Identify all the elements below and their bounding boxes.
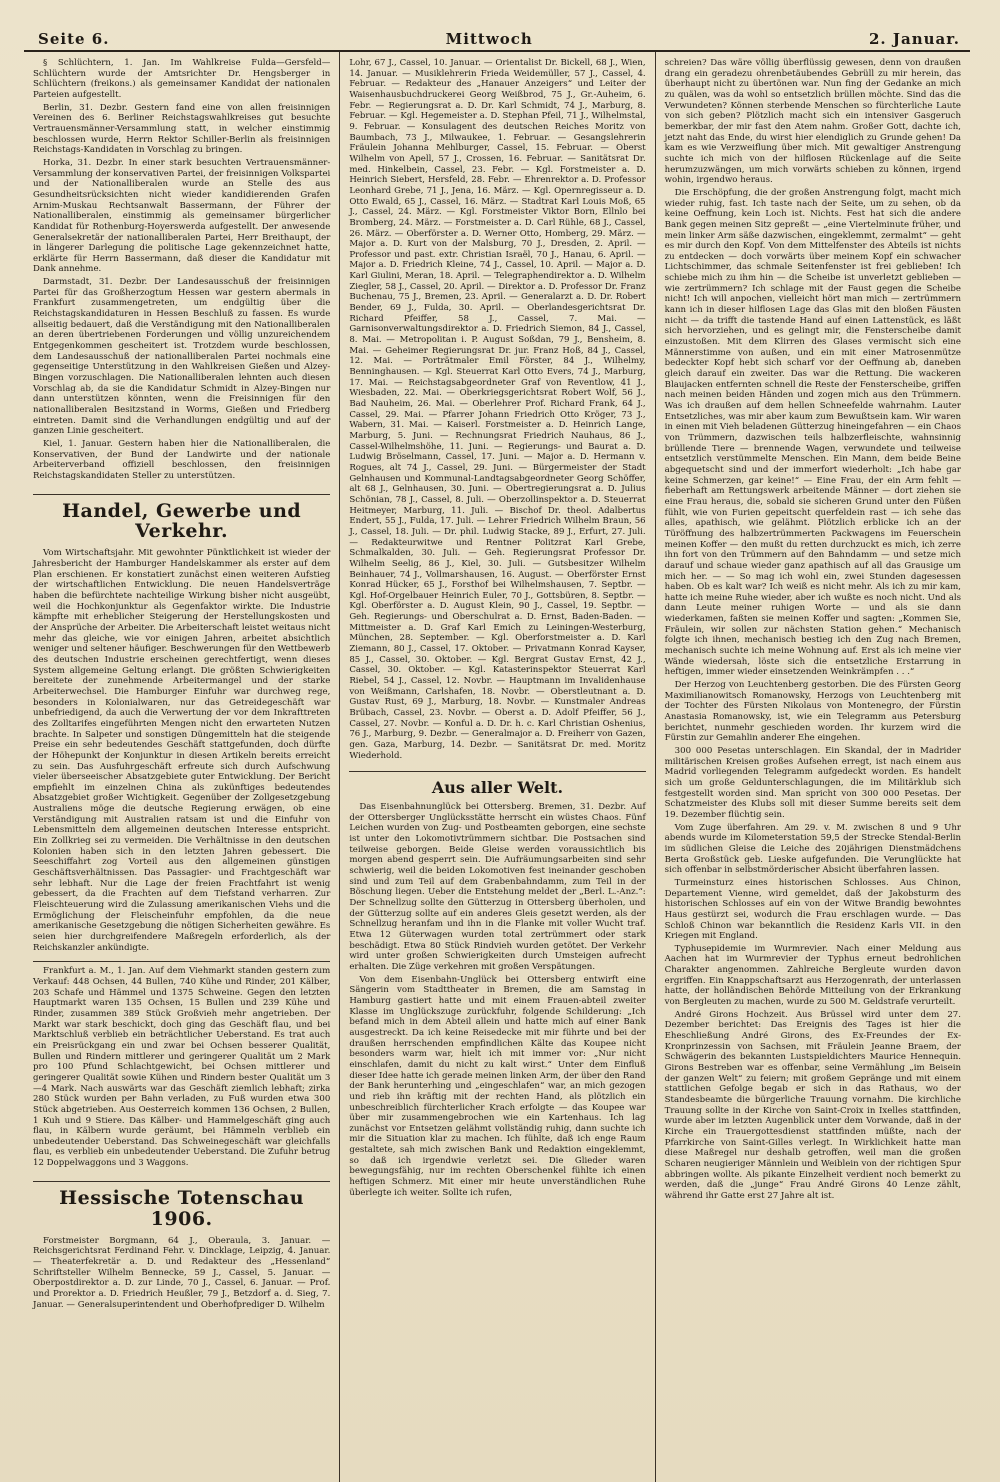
section-heading-aus-aller-welt: Aus aller Welt.	[349, 771, 645, 798]
article-typhus: Typhusepidemie im Wurmrevier. Nach einer Meldung aus Aachen hat im Wurmrevier der Typhus erneut bedrohlichen Charakter angenommen. Zahlreiche Bergleute wurden davon ergriffen. Ein Knappschaftsarzt aus Herzogenrath, der unterlassen hatte, der holländischen Behörde Mitteilung von der Erkrankung von Bergleuten zu machen, wurde zu 500 M. Geldstrafe verurteilt.	[664, 943, 961, 1008]
column-1	[24, 52, 339, 1482]
page-number: Seite 6.	[38, 30, 110, 48]
article-pesetas: 300 000 Pesetas unterschlagen. Ein Skandal, der in Madrider militärischen Kreisen großes Aufsehen erregt, ist nach einem aus Madrid vorliegenden Telegramm aufgedeckt worden. Es handelt sich um große Geldunterschlagungen, die im Militärklub sich festgestellt worden sind. Man spricht von 300 000 Pesetas. Der Schatzmeister des Klubs soll mit dieser Summe bereits seit dem 19. Dezember flüchtig sein.	[664, 746, 961, 820]
article-ottersberg-rescue: Die Erschöpfung, die der großen Anstrengung folgt, macht mich wieder ruhig, fast. Ich taste nach der Seite, um zu sehen, ob da keine Oeffnung, kein Loch ist. Nichts. Fest hat sich die andere Bank gegen meinen Sitz gepreßt — „eine Viertelminute früher, und mein linker Arm säße dazwischen, eingeklemmt, zermalmt“ — geht es mir durch den Kopf. Von dem Mittelfenster des Abteils ist nichts zu entdecken — doch vorwärts über meinem Kopf ein schwacher Lichtschimmer, das schmale Seitenfenster ist frei geblieben! Ich schiebe mich zu ihm hin — die Scheibe ist unverletzt geblieben — wie zertrümmern? Ich schlage mit der Faust gegen die Scheibe nicht! Ich will anpochen, vielleicht hört man mich — zertrümmern kann ich in dieser hilflosen Lage das Glas mit den bloßen Fäusten nicht — da trifft die tastende Hand auf einen Lattenstück, es läßt sich hervorziehen, und es gelingt mir, die Fensterscheibe damit einzustoßen. Mit dem Klirren des Glases vermischt sich eine Männerstimme von außen, und ein mit einer Matrosenmütze bedeckter Kopf hebt sich scharf vor der Oeffnung ab, daneben gleich darauf ein zweiter. Das war die Rettung. Die wackeren Blaujacken entfernten schnell die Reste der Fensterscheibe, griffen nach meinen beiden Händen und zogen mich aus den Trümmern. Was ich draußen auf dem hellen Schneefelde wahrnahm. Lauter Entsetzliches, was mir aber kaum zum Bewußtsein kam. Wir waren in einen mit Vieh beladenen Gütterzug hineingefahren — ein Chaos von Trümmern, dazwischen teils halbzerfleischte, wahnsinnig brüllende Tiere — brennende Wagen, verwundete und teilweise entsetzlich verstümmelte Menschen. Ein Mann, dem beide Beine abgequetscht sind und der immerfort wiederholt: „Ich habe gar keine Schmerzen, gar keine!“ — Eine Frau, der ein Arm fehlt — fieberhaft am Rettungswerk arbeitende Männer — dort ziehen sie eine Frau heraus, die, sobald sie sicheren Grund unter den Füßen fühlt, wie von Furien gepeitscht querfeldein rast — ich sehe das alles, apathisch, wie gelähmt. Plötzlich erblicke ich an der Türöffnung des halbzertrümmerten Packwagens im Feuerschein meinen Koffer — den mußt du retten durchzuckt es mich, ich zerre ihn fort von den Trümmern auf den Bahndamm — und setze mich darauf und schaue wieder ganz apathisch auf all das Grausige um mich her. — — So mag ich wohl ein, zwei Stunden dagesessen haben. Ob es kalt war? Ich weiß es nicht mehr. Als ich zu mir kam, hatte ich meine Ruhe wieder, aber ich wußte es noch nicht. Und als dann Leute meiner ruhigen Worte — und als sie dann wiederkamen, faßten sie meinen Koffer und sagten: „Kommen Sie, Fräulein, wir sollen zur nächsten Station gehen.“ Mechanisch folgte ich ihnen, mechanisch bestieg ich den Zug nach Bremen, mechanisch suchte ich meine Wohnung auf. Erst als ich meine vier Wände wiedersah, löste sich die entsetzliche Erstarrung in heftigen, immer wieder einsetzenden Weinkrämpfen . . .“	[664, 187, 961, 678]
column-3	[655, 52, 970, 1482]
article-kiel: Kiel, 1. Januar. Gestern haben hier die Nationalliberalen, die Konservativen, der Bund der Landwirte und der nationale Arbeiterverband offiziell beschlossen, den freisinnigen Reichstagskandidaten Steller zu unterstützen.	[33, 438, 331, 481]
columns	[24, 52, 970, 1482]
date: 2. Januar.	[869, 30, 960, 48]
article-frankfurt: Frankfurt a. M., 1. Jan. Auf dem Viehmarkt standen gestern zum Verkauf: 448 Ochsen, 44 Bullen, 740 Kühe und Rinder, 201 Kälber, 203 Schafe und Hämmel und 1375 Schweine. Gegen den letzten Hauptmarkt waren 135 Ochsen, 15 Bullen und 239 Kühe und Rinder, zusammen 389 Stück Großvieh mehr angetrieben. Der Markt war stark beschickt, doch ging das Geschäft flau, und bei Marktschluß verblieb ein beträchtlicher Ueberstand. Es trat auch ein Preisrückgang ein und zwar bei Ochsen besserer Qualität, Bullen und Rindern mittlerer und geringerer Qualität um 2 Mark pro 100 Pfund Schlachtgewicht, bei Ochsen mittlerer und geringerer Qualität sowie Kühen und Rindern bester Qualität um 3—4 Mark. Nach auswärts war das Geschäft ziemlich lebhaft; zirka 280 Stück wurden per Bahn verladen, zu Fuß wurden etwa 300 Stück abgetrieben. Aus Oesterreich kommen 136 Ochsen, 2 Bullen, 1 Kuh und 9 Stiere. Das Kälber- und Hammelgeschäft ging auch flau, in Kälbern wurde geräumt, bei Hämmeln verblieb ein unbedeutender Ueberstand. Das Schweinegeschäft war gleichfalls flau, es verblieb ein unbedeutender Ueberstand. Die Zufuhr betrug 12 Doppelwaggons und 3 Waggons.	[33, 966, 331, 1169]
article-ottersberg-report: Von dem Eisenbahn-Unglück bei Ottersberg entwirft eine Sängerin vom Stadttheater in Bremen, die am Samstag in Hamburg gastiert hatte und mit einem Frauen-abteil zweiter Klasse im Unglückszuge zurückfuhr, folgende Schilderung: „Ich befand mich in dem Abteil allein und hatte mich auf einer Bank ausgestreckt. Da ich keine Reisedecke mit mir führte und bei der draußen herrschenden empfindlichen Kälte das Koupee nicht besonders warm war, hielt ich mit immer vor: „Nur nicht einschlafen, damit du nicht zu kalt wirst.“ Unter dem Einfluß dieser Idee hatte ich gerade meinen linken Arm, der über den Rand der Bank herunterhing und „eingeschlafen“ war, an mich gezogen und rieb ihn kräftig mit der rechten Hand, als plötzlich ein unbeschreiblich fürchterlicher Krach erfolgte — das Koupee war über mir zusammengebrochen wie ein Kartenhaus. Ich lag zunächst vor Entsetzen gelähmt vollständig ruhig, dann suchte ich mir die Situation klar zu machen. Ich fühlte, daß ich enge Raum gestaltete, sah mich zwischen Bank und Redaktion eingeklemmt, so daß ich irgendwie verletzt sei. Die Glieder waren bewegungsfähig, nur im rechten Oberschenkel fühlte ich einen heftigen Schmerz. Mit einer mir heute unverständlichen Ruhe überlegte ich weiter. Sollte ich rufen,	[349, 974, 646, 1198]
section-heading-totenschau: Hessische Totenschau 1906.	[33, 1181, 330, 1230]
article-darmstadt: Darmstadt, 31. Dezbr. Der Landesausschuß der freisinnigen Partei für das Großherzogtum Hessen war gestern abermals in Frankfurt zusammengetreten, um endgültig über die Reichstagskandidaturen in Hessen Beschluß zu fassen. Es wurde allseitig bedauert, daß die Verständigung mit den Nationalliberalen an deren übertriebenen Forderungen und völlig unzureichendem Entgegenkommen gescheitert ist. Trotzdem wurde beschlossen, dem Landesausschuß der nationalliberalen Partei nochmals eine gegenseitige Unterstützung in den Wahlkreisen Gießen und Alzey-Bingen vorzuschlagen. Die Nationalliberalen lehnten auch diesen Vorschlag ab, da sie die Kandidatur Schmidt in Alzey-Bingen nur dann unterstützen könnten, wenn die Freisinnigen für den nationalliberalen Besitzstand in Worms, Gießen und Friedberg eintreten. Damit sind die Verhandlungen endgültig und auf der ganzen Linie gescheitert.	[33, 277, 331, 437]
section-heading-handel: Handel, Gewerbe und Verkehr.	[33, 494, 330, 543]
article-ottersberg-continued: schreien? Das wäre völlig überflüssig gewesen, denn von draußen drang ein geradezu ohrenbetäubendes Gebrüll zu mir herein, das überhaupt nicht zu übertönen war. Nun fing der Gedanke an mich zu quälen, was da wohl so entsetzlich brüllen möchte. Sind das die Verwundeten? Können sterbende Menschen so fürchterliche Laute von sich geben? Plötzlich macht sich ein intensiver Gasgeruch bemerkbar, der mir fast den Atem nahm. Großer Gott, dachte ich, jetzt naht das Ende, du wirst hier elendiglich zu Grunde gehen! Da kam es wie Verzweiflung über mich. Mit gewaltiger Anstrengung suchte ich mich von der hilflosen Rückenlage auf die Seite herumzuzwängen, um mich vorwärts schieben zu können, irgend wohin, irgendwo heraus.	[664, 58, 961, 186]
article-totenschau: Forstmeister Borgmann, 64 J., Oberaula, 3. Januar. — Reichsgerichtsrat Ferdinand Fehr. v. Dincklage, Leipzig, 4. Januar. — Theaterfekretär a. D. und Redakteur des „Hessenland“ Schriftsteller Wilhelm Bennecke, 59 J., Cassel, 5. Januar. — Oberpostdirektor a. D. zur Linde, 70 J., Cassel, 6. Januar. — Prof. und Prorektor a. D. Friedrich Heußler, 79 J., Betzdorf a. d. Sieg, 7. Januar. — Generalsuperintendent und Oberhofprediger D. Wilhelm	[33, 1235, 331, 1310]
article-schluechtern: § Schlüchtern, 1. Jan. Im Wahlkreise Fulda—Gersfeld—Schlüchtern wurde der Amtsrichter Dr. Hengsberger in Schlüchtern (freikons.) als gemeinsamer Kandidat der nationalen Parteien aufgestellt.	[33, 58, 331, 100]
weekday: Mittwoch	[445, 30, 533, 48]
article-totenschau-continued: Lohr, 67 J., Cassel, 10. Januar. — Orientalist Dr. Bickell, 68 J., Wien, 14. Januar. — Musiklehrerin Frieda Weidemüller, 57 J., Cassel, 4. Februar. — Redakteur des „Hanauer Anzeigers“ und Leiter der Waisenhausbuchdruckerei Georg Weißbrod, 75 J., Gr.-Auheim, 6. Febr. — Regierungsrat a. D. Dr. Karl Schmidt, 74 J., Marburg, 8. Februar. — Kgl. Hegemeister a. D. Stephan Pfeil, 71 J., Wilhelmstal, 9. Februar. — Konsulagent des deutschen Reiches Moritz von Baumbach, 73 J., Milwaukee, 1. Februar. — Gesangslehrerin Fräulein Johanna Mehlburger, Cassel, 15. Februar. — Oberst Wilhelm von Apell, 57 J., Crossen, 16. Februar. — Sanitätsrat Dr. med. Hinkelbein, Cassel, 23. Febr. — Kgl. Forstmeister a. D. Heinrich Siebert, Hersfeld, 28. Febr. — Ehrenrektor a. D. Professor Leonhard Grebe, 71 J., Jena, 16. März. — Kgl. Opernregisseur a. D. Otto Ewald, 65 J., Cassel, 16. März. — Stadtrat Karl Louis Moß, 65 J., Cassel, 24. März. — Kgl. Forstmeister Viktor Born, Ellnlo bei Bromberg, 24. März. — Forstmeister a. D. Carl Rühle, 68 J., Cassel, 26. März. — Oberförster a. D. Werner Otto, Homberg, 29. März. — Major a. D. Kurt von der Malsburg, 70 J., Dresden, 2. April. — Professor und past. extr. Christian Israël, 70 J., Hanau, 6. April. — Major a. D. Friedrich Kleine, 74 J., Cassel, 10. April. — Major a. D. Karl Giulini, Meran, 18. April. — Telegraphendirektor a. D. Wilhelm Ziegler, 58 J., Cassel, 20. April. — Direktor a. D. Professor Dr. Franz Buchenau, 75 J., Bremen, 23. April. — Generalarzt a. D. Dr. Robert Bender, 69 J., Fulda, 30. April. — Oberlandesgerichtsrat Dr. Richard Pfeiffer, 58 J., Cassel, 7. Mai. — Garnisonverwaltungsdirektor a. D. Friedrich Siemon, 84 J., Cassel, 8. Mai. — Metropolitan i. P. August Soßdan, 79 J., Bensheim, 8. Mai. — Geheimer Regierungsrat Dr. jur. Franz Hoß, 84 J., Cassel, 12. Mai. — Porträtmaler Emil Förster, 84 J., Wilhelmy, Benninghausen. — Kgl. Steuerrat Karl Otto Evers, 74 J., Marburg, 17. Mai. — Reichstagsabgeordneter Graf von Reventlow, 41 J., Wiesbaden, 22. Mai. — Oberkriegsgerichtsrat Robert Wolf, 56 J., Bad Nauheim, 26. Mai. — Oberlehrer Prof. Richard Frank, 64 J., Cassel, 29. Mai. — Pfarrer Johann Friedrich Otto Kröger, 73 J., Wabern, 31. Mai. — Kaiserl. Forstmeister a. D. Heinrich Lange, Marburg, 5. Juni. — Rechnungsrat Friedrich Nauhaus, 86 J., Cassel-Wilhelmshöhe, 11. Juni. — Regierungs- und Baurat a. D. Ludwig Bröselmann, Cassel, 17. Juni. — Major a. D. Hermann v. Rogues, alt 74 J., Cassel, 29. Juni. — Bürgermeister der Stadt Gelnhausen und Kommunal-Landtagsabgeordneter Georg Schöffer, alt 68 J., Gelnhausen, 30. Juni. — Obertregierungsrat a. D. Julius Schönian, 78 J., Cassel, 8. Juli. — Oberzollinspektor a. D. Steuerrat Heitmeyer, Marburg, 11. Juli. — Bischof Dr. theol. Adalbertus Endert, 55 J., Fulda, 17. Juli. — Lehrer Friedrich Wilhelm Braun, 56 J., Cassel, 18. Juli. — Dr. phil. Ludwig Stacke, 89 J., Erfurt, 27. Juli. — Redakteurwitwe und Rentner Politzrat Karl Grebe, Schmalkalden, 30. Juli. — Geh. Regierungsrat Professor Dr. Wilhelm Seelig, 86 J., Kiel, 30. Juli. — Gutsbesitzer Wilhelm Beinhauer, 74 J., Vollmarshausen, 16. August. — Oberförster Ernst Konrad Hücker, 65 J., Forsthof bei Wilhelmshausen, 7. Septbr. — Kgl. Hof-Orgelbauer Heinrich Euler, 70 J., Gottsbüren, 8. Septbr. — Kgl. Oberförster a. D. August Klein, 90 J., Cassel, 19. Septbr. — Geh. Regierungs- und Oberschulrat a. D. Ernst, Baden-Baden. — Mittmeister a. D. Graf Karl Emich zu Leiningen-Westerburg, München, 28. September. — Kgl. Oberforstmeister a. D. Karl Ziemann, 80 J., Cassel, 17. Oktober. — Privatmann Konrad Kayser, 85 J., Cassel, 30. Oktober. — Kgl. Bergrat Gustav Ernst, 42 J., Cassel, 30. Oktober. — Kgl. Katasterinspektor Steuerrat Karl Riebel, 54 J., Cassel, 12. Novbr. — Hauptmann im Invalidenhause von Weißmann, Carlshafen, 18. Novbr. — Oberstleutnant a. D. Gustav Rust, 69 J., Marburg, 18. Novbr. — Kunstmaler Andreas Brübach, Cassel, 23. Novbr. — Oberst a. D. Adolf Pfeiffer, 56 J., Cassel, 27. Novbr. — Konful a. D. Dr. h. c. Karl Christian Oshenius, 76 J., Marburg, 9. Dezbr. — Generalmajor a. D. Freiherr von Gazen, gen. Gaza, Marburg, 14. Dezbr. — Sanitätsrat Dr. med. Moritz Wiederhold.	[349, 58, 646, 761]
divider	[33, 961, 330, 962]
article-ottersberg: Das Eisenbahnunglück bei Ottersberg. Bremen, 31. Dezbr. Auf der Ottersberger Unglücksstätte herrscht ein wüstes Chaos. Fünf Leichen wurden von Zug- und Postbeamten geborgen, eine sechste ist unter den Lokomotivtrümmern sichtbar. Die Postsachen sind teilweise geborgen. Beide Gleise werden voraussichtlich bis morgen abend gesperrt sein. Die Aufräumungsarbeiten sind sehr schwierig, weil die beiden Lokomotiven fest ineinander geschoben sind und zum Teil auf dem Grabenbahndamm, zum Teil in der Böschung liegen. Ueber die Entstehung meldet der „Berl. L.-Anz.“: Der Schnellzug sollte den Gütterzug in Ottersberg überholen, und der Gütterzug sollte auf ein anderes Gleis gesetzt werden, als der Schnellzug heranfam und ihn in die Flanke mit voller Wucht traf. Etwa 12 Güterwagen wurden total zertrümmert oder stark beschädigt. Etwa 80 Stück Rindvieh wurden getötet. Der Verkehr wird unter großen Schwierigkeiten durch Umsteigen aufrecht erhalten. Die Züge verkehren mit großen Verspätungen.	[349, 802, 646, 972]
article-leuchtenberg: Der Herzog von Leuchtenberg gestorben. Die des Fürsten Georg Maximilianowitsch Romanowsky, Herzogs von Leuchtenberg mit der Tochter des Fürsten Nikolaus von Montenegro, der Fürstin Anastasia Romanowsky, ist, wie ein Telegramm aus Petersburg berichtet, nunmehr geschieden worden. Ihr kurzem wird die Fürstin zur Gemahlin anderer Ehe eingehen.	[664, 680, 961, 744]
article-turmeinsturz: Turmeinsturz eines historischen Schlosses. Aus Chinon, Departement Vienne, wird gemeldet, daß der Jakobsturm des historischen Schlosses auf ein von der Witwe Brandig bewohntes Haus gestürzt sei, wodurch die Frau erschlagen wurde. — Das Schloß Chinon war bekanntlich die Residenz Karls VII. in den Kriegen mit England.	[664, 877, 961, 942]
article-berlin: Berlin, 31. Dezbr. Gestern fand eine von allen freisinnigen Vereinen des 6. Berliner Reichstagswahlkreises gut besuchte Vertrauensmänner-Versammlung statt, in welcher einstimmig beschlossen wurde, Herrn Rektor Schiller-Berlin als freisinnigen Reichstags-Kandidaten in Vorschlag zu bringen.	[33, 102, 331, 156]
page-header	[24, 22, 970, 52]
article-wirtschaftsjahr: Vom Wirtschaftsjahr. Mit gewohnter Pünktlichkeit ist wieder der Jahresbericht der Hamburger Handelskammer als erster auf dem Plan erschienen. Er konstatiert zunächst einen weiteren Aufstieg der wirtschaftlichen Entwicklung. Die neuen Handelsverträge haben die befürchtete nachteilige Wirkung bisher nicht ausgeübt, weil die Hochkonjunktur als Gegenfaktor wirkte. Die Industrie kämpfte mit erheblicher Steigerung der Herstellungskosten und der Ansprüche der Arbeiter. Die Arbeiterschaft leistet weitaus nicht mehr das gleiche, wie vor einigen Jahren, arbeitet absichtlich weniger und seltener häufiger. Beschwerungen für den Wettbewerb des deutschen Industrie erscheinen gerechtfertigt, wenn dieses System allgemeine Geltung erlangt. Die größten Schwierigkeiten bereitete der zunehmende Arbeitermangel und der starke Arbeiterwechsel. Die Hamburger Einfuhr war durchweg rege, besonders in Kolonialwaren, nur das Getreidegeschäft war unbefriedigend, da auch die Verwertung der vor dem Inkrafttreten des Zolltarifes eingeführten Mengen nicht den erwarteten Nutzen brachte. In Salpeter und sonstigen Düngemitteln hat die steigende Preise ein sehr bedeutendes Geschäft stattgefunden, doch dürfte der Höhepunkt der Konjunktur in diesen Artikeln bereits erreicht zu sein. Das Ausfuhrgeschäft erfreute sich durch Aufschwung vieler überseeischer Absatzgebiete guter Entwicklung. Der Bericht empfiehlt im einzelnen China als zukünftiges bedeutendes Absatzgebiet großer Wichtigkeit. Gegenüber der Zollgesetzgebung Australiens möge die deutsche Regierung erwägen, ob eine Verständigung mit Australien ratsam ist und die Einfuhr von Lebensmitteln dem allgemeinen deutschen Interesse entspricht. Ein Zollkrieg sei zu vermeiden. Die Verhältnisse in den deutschen Kolonien haben sich in den letzten Jahren gebessert. Die Seeschiffahrt zog Vorteil aus den allgemeinen günstigen Geschäftsverhältnissen. Das Passagier- und Frachtgeschäft war sehr lebhaft. Nur die Lage der freien Frachtfahrt ist wenig gebessert, da die Frachten auf dem Tiefstand verharren. Zur Fleischteuerung wird die Zulassung amerikanischen Viehs und die Ermöglichung der Fleischeinfuhr empfohlen, da die neue amerikanische Gesetzgebung die nötigen Sicherheiten gewähre. Es seien hier durchgreifendere Maßregeln erforderlich, als der Reichskanzler ankündigte.	[33, 548, 331, 953]
article-zug: Vom Zuge überfahren. Am 29. v. M. zwischen 8 und 9 Uhr abends wurde im Kilometerstation 59,5 der Strecke Stendal-Berlin im südlichen Gleise die Leiche des 20jährigen Dienstmädchens Berta Großstück geb. Lieske aufgefunden. Die Verunglückte hat sich offenbar in selbstmörderischer Absicht überfahren lassen.	[664, 822, 961, 876]
article-horka: Horka, 31. Dezbr. In einer stark besuchten Vertrauensmänner-Versammlung der konservativen Partei, der freisinnigen Volkspartei und der Nationalliberalen wurde an Stelle des aus Gesundheitsrücksichten nicht wieder kandidierenden Grafen Arnim-Muskau Rechtsanwalt Bassermann, der Führer der Nationalliberalen, einstimmig als gemeinsamer bürgerlicher Kandidat für Rothenburg-Hoyerswerda aufgestellt. Der anwesende Generalsekretär der nationalliberalen Partei, Herr Breithaupt, der in längerer Darlegung die politische Lage gekennzeichnet hatte, erklärte für Herrn Bassermann, daß dieser die Kandidatur mit Dank annehme.	[33, 157, 331, 275]
column-2	[339, 52, 654, 1482]
article-giron: André Girons Hochzeit. Aus Brüssel wird unter dem 27. Dezember berichtet: Das Ereignis des Tages ist hier die Eheschließung André Girons, des Ex-Freundes der Ex-Kronprinzessin von Sachsen, mit Fräulein Jeanne Braem, der Schwägerin des bekannten Lustspieldichters Maurice Hennequin. Girons Bestreben war es offenbar, seine Vermählung „im Beisein der ganzen Welt“ zu feiern; mit großem Gepränge und mit einem stattlichen Gefolge begab er sich in das Rathaus, wo der Standesbeamte die bürgerliche Trauung vornahm. Die kirchliche Trauung sollte in der Kirche von Saint-Croix in Ixelles stattfinden, wurde aber im letzten Augenblick unter dem Vorwande, daß in der Kirche ein Trauergottesdienst stattfinden müßte, nach der Pfarrkirche von Saint-Gilles verlegt. In Wirklichkeit hatte man diese Maßregel nur deshalb getroffen, weil man die großen Scharen neugieriger Männlein und Weiblein von der richtigen Spur abbringen wollte. Als pikante Einzelheit verdient noch bemerkt zu werden, daß die „junge“ Frau André Girons 40 Lenze zählt, während ihr Gatte erst 27 Jahre alt ist.	[664, 1009, 961, 1201]
